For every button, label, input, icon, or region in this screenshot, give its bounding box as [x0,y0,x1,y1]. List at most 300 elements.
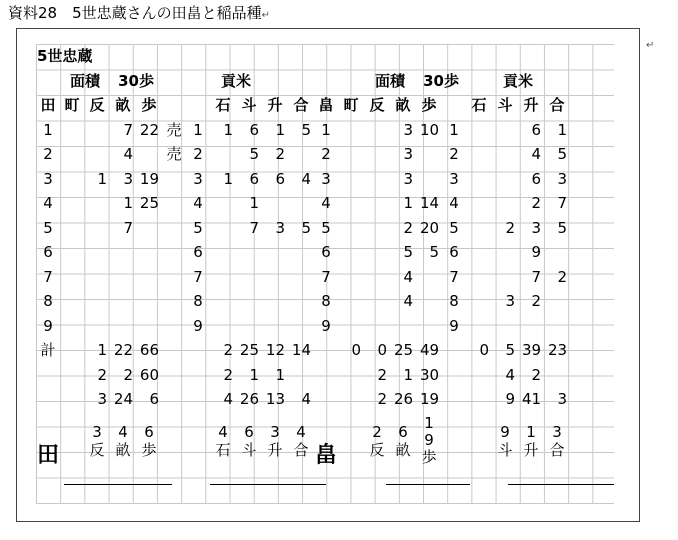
cell-se: 7 [123,120,134,139]
underline-hata-tax [508,484,614,485]
total-hkoku: 0 [479,341,490,360]
cell-htan [364,314,390,339]
col-to: 斗 [241,96,257,115]
summary-ta-se-unit: 畝 [115,440,131,459]
row-num-hata: 6 [321,243,331,262]
cell-se: 1 [123,194,134,213]
cell-bu [136,265,162,290]
sold-mark: 売 [166,120,182,139]
cell-hto [492,240,518,265]
total-bu: 6 [149,390,160,409]
total-hse: 25 [393,341,414,360]
row-num: 5 [43,218,53,237]
cell-koku [210,240,236,265]
cell-hto: 2 [505,218,516,237]
col-hata: 畠 [318,96,334,115]
summary-ta-go [288,412,314,470]
table-row [36,216,642,241]
total-row [36,387,642,412]
cell-to: 7 [249,218,260,237]
summary-ta-koku [210,412,236,470]
col-bu: 歩 [141,96,157,115]
spreadsheet-table [36,44,642,470]
row-num-2: 4 [193,194,203,213]
cell-hkoku [466,314,492,339]
total-bu: 66 [139,341,160,360]
table-row [36,314,642,339]
total-hsho: 41 [521,390,542,409]
row-num-2: 5 [193,218,203,237]
cell-sho: 1 [275,120,286,139]
cell-hse: 3 [403,169,414,188]
cell-hbu [416,265,442,290]
row-num-2: 9 [193,316,203,335]
summary-ta-se [110,412,136,470]
cell-go [288,314,314,339]
cell-hse: 5 [403,243,414,262]
total-label: 計 [40,341,56,360]
summary-h-bu-value-a: 1 [424,414,434,432]
total-go: 14 [291,341,312,360]
cell-htan [364,265,390,290]
cell-to: 5 [249,145,260,164]
total-hsho: 39 [521,341,542,360]
cell-hbu [416,142,442,167]
cell-koku [210,216,236,241]
cell-sho [262,314,288,339]
summary-h-go-value: 3 [552,422,562,441]
cell-sho: 2 [275,145,286,164]
cell-bu [136,240,162,265]
total-to: 1 [249,365,260,384]
cell-bu: 19 [139,169,160,188]
cell-se [110,240,136,265]
row-num: 7 [43,267,53,286]
summary-ta-to [236,412,262,470]
total-hkoku [466,363,492,388]
paragraph-mark: ↵ [261,10,271,21]
cell-hsho: 4 [531,145,542,164]
cell-koku: 1 [223,169,234,188]
col-cho-2: 町 [343,96,359,115]
row-num: 1 [43,120,53,139]
cell-hto [492,167,518,192]
underline-hata [386,484,470,485]
summary-ta-tan-value: 3 [92,422,102,441]
total-sho: 13 [265,390,286,409]
header-tax: 貢米 [221,71,252,90]
cell-bu [136,216,162,241]
cell-bu [136,142,162,167]
side-paragraph-mark: ↵ [646,40,655,51]
total-hgo: 3 [557,390,568,409]
total-hcho [338,387,364,412]
cell-htan [364,167,390,192]
cell-tan [84,314,110,339]
total-sho: 1 [275,365,286,384]
cell-hsho: 2 [531,292,542,311]
underline-ta-tax [210,484,326,485]
total-htan: 2 [377,365,388,384]
col-sho-2: 升 [523,96,539,115]
cell-hkoku [466,289,492,314]
row-num-hata-2: 2 [449,145,459,164]
col-koku-2: 石 [471,96,487,115]
header-area-unit-2: 30歩 [423,71,459,90]
total-hse: 1 [403,365,414,384]
cell-hkoku [466,216,492,241]
cell-tan [84,265,110,290]
cell-tan [84,240,110,265]
cell-hgo: 3 [557,169,568,188]
col-koku: 石 [215,96,231,115]
cell-hbu: 10 [419,120,440,139]
total-htan: 2 [377,390,388,409]
cell-hse: 4 [403,267,414,286]
cell-hkoku [466,265,492,290]
cell-se [110,314,136,339]
summary-h-to-value: 9 [500,422,510,441]
total-hgo: 23 [547,341,568,360]
cell-hbu [416,167,442,192]
col-tan-2: 反 [369,96,385,115]
cell-tan [84,289,110,314]
row-num: 6 [43,243,53,262]
cell-hbu: 20 [419,218,440,237]
cell-sho: 3 [275,218,286,237]
summary-h-sho-unit: 升 [523,440,539,459]
cell-bu [136,314,162,339]
total-sho: 12 [265,341,286,360]
total-se: 22 [113,341,134,360]
cell-hsho [518,314,544,339]
cell-htan [364,142,390,167]
cell-hsho: 6 [531,120,542,139]
row-num-hata: 8 [321,292,331,311]
cell-hse [390,314,416,339]
row-num-2: 8 [193,292,203,311]
cell-hto [492,142,518,167]
sold-mark [162,314,186,339]
summary-ta-koku-unit: 石 [215,440,231,459]
cell-to: 1 [249,194,260,213]
cell-hto [492,118,518,143]
cell-to: 6 [249,120,260,139]
table-row [36,118,642,143]
cell-tan [84,118,110,143]
cell-hgo: 5 [557,145,568,164]
sold-mark: 売 [166,145,182,164]
table-row [36,240,642,265]
cell-koku [210,265,236,290]
summary-ta: 田 [37,442,60,468]
row-num-2: 2 [193,145,203,164]
summary-h-sho [518,412,544,470]
cell-hgo: 1 [557,120,568,139]
header-tax-2: 貢米 [503,71,534,90]
total-to: 25 [239,341,260,360]
total-row [36,363,642,388]
summary-ta-koku-value: 4 [218,422,228,441]
cell-sho [262,240,288,265]
summary-h-se-unit: 畝 [395,440,411,459]
row-num-hata-2: 5 [449,218,459,237]
cell-se: 4 [123,145,134,164]
cell-hsho: 3 [531,218,542,237]
cell-hbu [416,314,442,339]
total-koku: 2 [223,341,234,360]
summary-h-sho-value: 1 [526,422,536,441]
summary-h-bu [416,412,442,470]
cell-to [236,289,262,314]
summary-h-se-value: 6 [398,422,408,441]
summary-ta-go-value: 4 [296,422,306,441]
row-num-2: 3 [193,169,203,188]
col-to-2: 斗 [497,96,513,115]
cell-hto [492,191,518,216]
cell-koku [210,289,236,314]
cell-htan [364,191,390,216]
cell-se [110,289,136,314]
table-row [36,167,642,192]
cell-hgo [544,289,570,314]
cell-sho [262,265,288,290]
summary-ta-bu [136,412,162,470]
cell-hto: 3 [505,292,516,311]
total-hto: 5 [505,341,516,360]
total-koku: 4 [223,390,234,409]
cell-go [288,240,314,265]
cell-tan [84,191,110,216]
document-title [8,2,270,27]
cell-hkoku [466,191,492,216]
summary-h-to [492,412,518,470]
sold-mark [162,240,186,265]
summary-ta-tan [84,412,110,470]
total-go: 4 [301,390,312,409]
total-tan: 1 [97,341,108,360]
document-title-text: 資料28 5世忠蔵さんの田畠と稲品種 [8,4,262,22]
header-area-2: 面積 [375,71,406,90]
summary-h-go [544,412,570,470]
cell-koku [210,191,236,216]
cell-se [110,265,136,290]
col-se: 畝 [115,96,131,115]
cell-go: 5 [301,120,312,139]
row-num: 3 [43,169,53,188]
col-go-2: 合 [549,96,565,115]
summary-h-bu-unit: 歩 [421,448,437,466]
cell-htan [364,240,390,265]
total-hse: 26 [393,390,414,409]
cell-hkoku [466,167,492,192]
cell-hkoku [466,118,492,143]
cell-tan [84,142,110,167]
summary-h-to-unit: 斗 [497,440,513,459]
summary-ta-sho-value: 3 [270,422,280,441]
summary-hata: 畠 [315,442,338,468]
total-hbu: 30 [419,365,440,384]
cell-hkoku [466,240,492,265]
header-area-unit: 30歩 [118,71,154,90]
cell-hgo: 5 [557,218,568,237]
total-hkoku [466,387,492,412]
cell-hbu: 5 [429,243,440,262]
cell-hbu: 14 [419,194,440,213]
total-row [36,338,642,363]
row-num-hata-2: 7 [449,267,459,286]
cell-hsho: 9 [531,243,542,262]
cell-sho: 6 [275,169,286,188]
total-label [36,387,60,412]
total-go [288,363,314,388]
summary-h-tan-value: 2 [372,422,382,441]
cell-hbu [416,289,442,314]
sold-mark [162,289,186,314]
cell-hse: 3 [403,120,414,139]
col-sho: 升 [267,96,283,115]
cell-bu [136,289,162,314]
underline-ta [64,484,172,485]
col-go: 合 [293,96,309,115]
cell-hsho: 2 [531,194,542,213]
col-ta: 田 [40,96,56,115]
cell-go: 4 [301,169,312,188]
cell-go [288,142,314,167]
title-row [36,44,642,69]
total-koku: 2 [223,365,234,384]
summary-h-tan-unit: 反 [369,440,385,459]
summary-ta-sho [262,412,288,470]
cell-hse: 4 [403,292,414,311]
cell-hgo [544,314,570,339]
cell-sho [262,289,288,314]
total-to: 26 [239,390,260,409]
summary-h-go-unit: 合 [549,440,565,459]
table-row [36,142,642,167]
row-num-hata: 3 [321,169,331,188]
summary-ta-bu-value: 6 [144,422,154,441]
cell-koku [210,142,236,167]
total-hcho: 0 [351,341,362,360]
total-bu: 60 [139,365,160,384]
summary-h-se [390,412,416,470]
cell-hgo: 2 [557,267,568,286]
row-num-hata-2: 1 [449,120,459,139]
cell-koku [210,314,236,339]
row-num-hata: 5 [321,218,331,237]
cell-hse: 3 [403,145,414,164]
col-tan: 反 [89,96,105,115]
cell-hsho: 6 [531,169,542,188]
cell-hse: 2 [403,218,414,237]
col-bu-2: 歩 [421,96,437,115]
total-tan: 3 [97,390,108,409]
cell-hto [492,265,518,290]
row-num: 2 [43,145,53,164]
cell-htan [364,289,390,314]
col-cho: 町 [64,96,80,115]
summary-ta-to-value: 6 [244,422,254,441]
sold-mark [162,265,186,290]
total-hto: 9 [505,390,516,409]
cell-bu: 22 [139,120,160,139]
row-num-hata-2: 4 [449,194,459,213]
cell-htan [364,118,390,143]
total-label [36,363,60,388]
summary-ta-sho-unit: 升 [267,440,283,459]
total-hsho: 2 [531,365,542,384]
row-num-hata: 7 [321,267,331,286]
col-se-2: 畝 [395,96,411,115]
summary-h-bu-value-b: 9 [424,431,434,449]
total-hgo [544,363,570,388]
row-num-hata: 9 [321,316,331,335]
cell-tan [84,216,110,241]
total-se: 2 [123,365,134,384]
summary-ta-go-unit: 合 [293,440,309,459]
cell-go: 5 [301,218,312,237]
summary-ta-bu-unit: 歩 [141,440,157,459]
summary-ta-tan-unit: 反 [89,440,105,459]
cell-se: 7 [123,218,134,237]
total-htan: 0 [377,341,388,360]
section-header-row [36,69,642,94]
header-area: 面積 [70,71,101,90]
cell-hse: 1 [403,194,414,213]
cell-to: 6 [249,169,260,188]
row-num-hata: 4 [321,194,331,213]
cell-tan: 1 [97,169,108,188]
sheet-title: 5世忠蔵 [37,47,93,66]
cell-go [288,265,314,290]
table-row [36,265,642,290]
sold-mark [162,191,186,216]
row-num-2: 7 [193,267,203,286]
row-num-hata-2: 3 [449,169,459,188]
total-se: 24 [113,390,134,409]
table-row [36,191,642,216]
cell-sho [262,191,288,216]
column-label-row [36,93,642,118]
total-tan: 2 [97,365,108,384]
sold-mark [162,216,186,241]
cell-hgo: 7 [557,194,568,213]
cell-koku: 1 [223,120,234,139]
cell-hsho: 7 [531,267,542,286]
cell-hgo [544,240,570,265]
row-num-2: 1 [193,120,203,139]
summary-row [36,412,642,470]
row-num: 9 [43,316,53,335]
row-num-hata: 2 [321,145,331,164]
total-hbu: 19 [419,390,440,409]
summary-ta-to-unit: 斗 [241,440,257,459]
total-hbu: 49 [419,341,440,360]
row-num-hata-2: 6 [449,243,459,262]
row-num-hata-2: 8 [449,292,459,311]
row-num: 4 [43,194,53,213]
cell-hkoku [466,142,492,167]
sold-mark [162,167,186,192]
cell-go [288,191,314,216]
row-num-hata-2: 9 [449,316,459,335]
cell-to [236,240,262,265]
cell-to [236,265,262,290]
summary-ta-se-value: 4 [118,422,128,441]
cell-hto [492,314,518,339]
total-hcho [338,363,364,388]
